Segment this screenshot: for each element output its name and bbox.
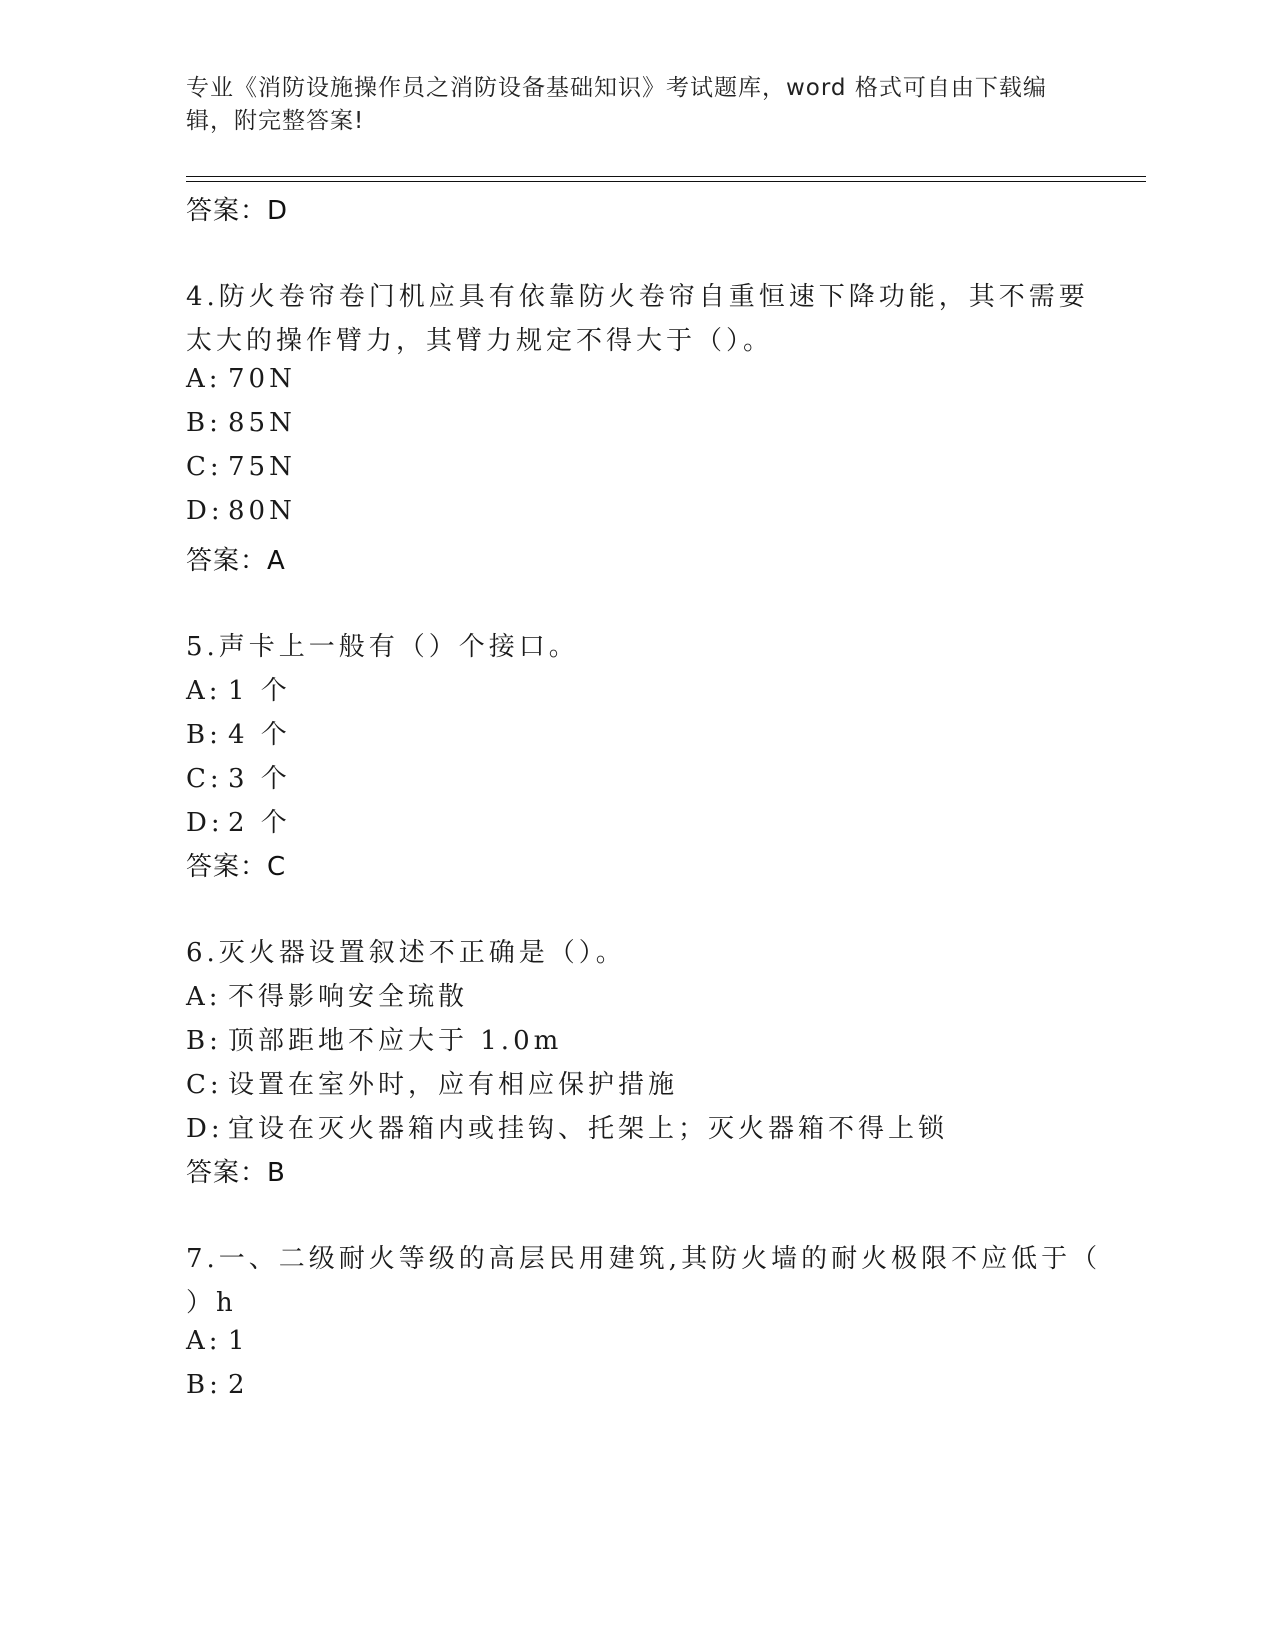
option-text: 80N: [228, 496, 296, 526]
document-header: [186, 72, 1066, 138]
option-text: 宜设在灭火器箱内或挂钩、托架上；灭火器箱不得上锁: [228, 1114, 949, 1144]
answer-previous: 答案：D: [186, 196, 289, 226]
header-line-2: 辑，附完整答案!: [186, 108, 365, 134]
question-5-option-b: [186, 714, 291, 751]
question-5-option-d: [186, 802, 291, 839]
question-6-option-b: [186, 1020, 562, 1057]
option-key: B:: [186, 720, 222, 750]
question-4-option-d: [186, 496, 296, 526]
option-text: 1: [228, 1326, 249, 1356]
question-5-option-c: [186, 758, 291, 795]
question-5-answer: 答案：C: [186, 852, 287, 882]
question-6-option-d: [186, 1108, 948, 1145]
question-7-option-b: [186, 1370, 249, 1400]
question-4-option-a: [186, 364, 296, 394]
option-key: C:: [186, 452, 223, 482]
question-6-answer: 答案：B: [186, 1158, 286, 1188]
option-text: 70N: [228, 364, 296, 394]
option-key: D:: [186, 1114, 224, 1144]
option-key: D:: [186, 808, 224, 838]
option-text: 3 个: [228, 764, 291, 794]
option-key: A:: [186, 364, 222, 394]
question-5-option-a: [186, 670, 291, 707]
question-6-option-a: [186, 976, 468, 1013]
question-6-option-c: [186, 1064, 678, 1101]
question-5-stem-line-1: 5.声卡上一般有（）个接口。: [186, 632, 579, 662]
option-text: 1 个: [228, 676, 291, 706]
option-key: B:: [186, 408, 222, 438]
option-key: B:: [186, 1026, 222, 1056]
option-text: 75N: [228, 452, 296, 482]
option-text: 顶部距地不应大于 1.0m: [228, 1026, 563, 1056]
option-key: A:: [186, 676, 222, 706]
question-7-stem-line-2: ）h: [186, 1288, 237, 1318]
question-7-option-a: [186, 1326, 249, 1356]
question-4-answer: 答案：A: [186, 546, 286, 576]
option-key: C:: [186, 764, 223, 794]
option-key: A:: [186, 982, 222, 1012]
option-key: D:: [186, 496, 224, 526]
option-text: 4 个: [228, 720, 291, 750]
question-4-option-b: [186, 408, 296, 438]
question-6-stem-line-1: 6.灭火器设置叙述不正确是（）。: [186, 938, 626, 968]
option-text: 2: [228, 1370, 249, 1400]
option-key: C:: [186, 1070, 223, 1100]
header-divider-top: [186, 176, 1146, 177]
question-4-stem-line-1: 4.防火卷帘卷门机应具有依靠防火卷帘自重恒速下降功能，其不需要: [186, 282, 1089, 312]
option-text: 2 个: [228, 808, 291, 838]
option-key: A:: [186, 1326, 222, 1356]
option-text: 85N: [228, 408, 296, 438]
question-4-option-c: [186, 452, 296, 482]
option-text: 不得影响安全琉散: [228, 982, 469, 1012]
question-4-stem-line-2: 太大的操作臂力，其臂力规定不得大于（）。: [186, 326, 774, 356]
header-divider-bottom: [186, 181, 1146, 182]
question-7-stem-line-1: 7.一、二级耐火等级的高层民用建筑,其防火墙的耐火极限不应低于（: [186, 1244, 1102, 1274]
option-text: 设置在室外时，应有相应保护措施: [228, 1070, 679, 1100]
option-key: B:: [186, 1370, 222, 1400]
header-line-1: 专业《消防设施操作员之消防设备基础知识》考试题库，word 格式可自由下载编: [186, 75, 1047, 101]
